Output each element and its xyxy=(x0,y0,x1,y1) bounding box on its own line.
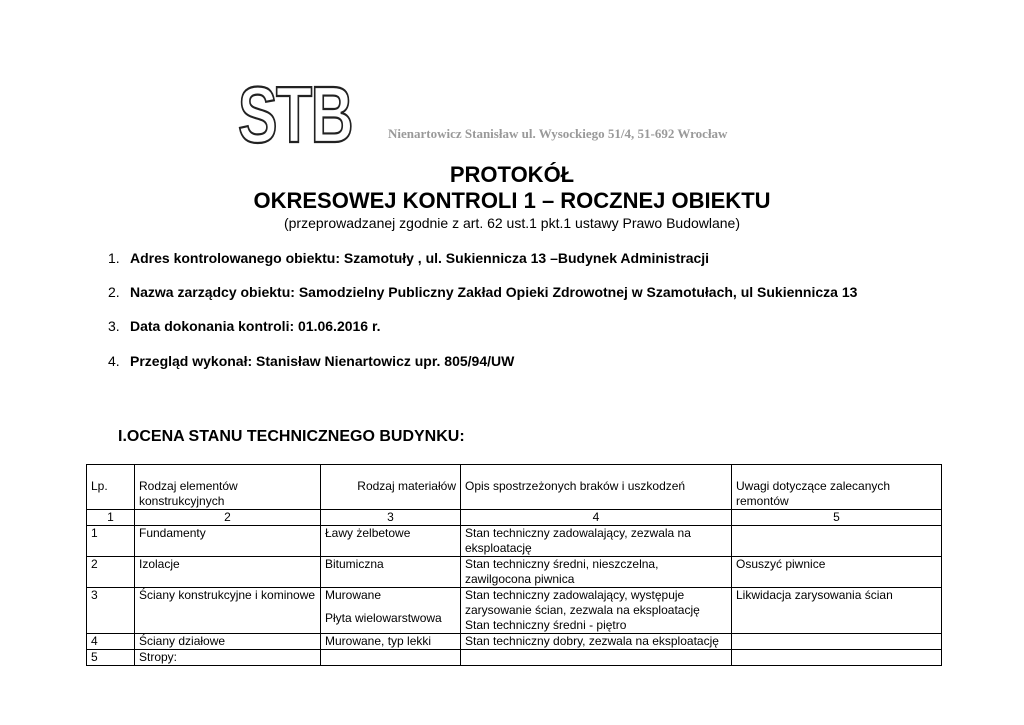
document-title: PROTOKÓŁ xyxy=(449,162,575,187)
document-title-line2: OKRESOWEJ KONTROLI 1 – ROCZNEJ OBIEKTU xyxy=(253,188,771,213)
header-element: Rodzaj elementów konstrukcyjnych xyxy=(135,465,321,510)
inspection-table xyxy=(86,464,942,666)
info-item-date: 3. Data dokonania kontroli: 01.06.2016 r. xyxy=(108,318,381,334)
document-subtitle: (przeprowadzanej zgodnie z art. 62 ust.1 pkt.1 ustawy Prawo Budowlane) xyxy=(283,215,741,231)
company-address: Nienartowicz Stanisław ul. Wysockiego 51/4, 51-692 Wrocław xyxy=(388,126,728,141)
info-item-manager: 2. Nazwa zarządcy obiektu: Samodzielny Publiczny Zakład Opieki Zdrowotnej w Szamotułach, ul Sukiennicza 13 xyxy=(108,284,858,300)
table-column-numbers: 1 2 3 4 5 xyxy=(87,510,942,526)
table-row: 3 Ściany konstrukcyjne i kominowe Murowane Płyta wielowarstwowa Stan techniczny zadowalający, występuje zarysowanie ścian, zezwala na eksploatację Stan techniczny średni - piętro Likwidacja zarysowania ścian xyxy=(87,588,942,634)
header-material: Rodzaj materiałów xyxy=(321,465,461,510)
info-item-address: 1. Adres kontrolowanego obiektu: Szamotuły , ul. Sukiennicza 13 –Budynek Administracji xyxy=(108,250,710,266)
company-logo xyxy=(236,70,354,159)
header-opis: Opis spostrzeżonych braków i uszkodzeń xyxy=(461,465,732,510)
table-row: 1 Fundamenty Ławy żelbetowe Stan techniczny zadowalający, zezwala na eksploatację xyxy=(87,526,942,557)
table-row: 5 Stropy: xyxy=(87,650,942,666)
svg-text:STB: STB xyxy=(238,70,352,159)
table-row: 4 Ściany działowe Murowane, typ lekki Stan techniczny dobry, zezwala na eksploatację xyxy=(87,634,942,650)
header-lp: Lp. xyxy=(87,465,135,510)
section-title: I.OCENA STANU TECHNICZNEGO BUDYNKU: xyxy=(118,428,465,445)
info-item-inspector: 4. Przegląd wykonał: Stanisław Nienartowicz upr. 805/94/UW xyxy=(108,353,515,369)
table-row: 2 Izolacje Bitumiczna Stan techniczny średni, nieszczelna, zawilgocona piwnica Osuszyć piwnice xyxy=(87,557,942,588)
table-header-row xyxy=(87,465,942,510)
header-uwagi: Uwagi dotyczące zalecanych remontów xyxy=(732,465,942,510)
